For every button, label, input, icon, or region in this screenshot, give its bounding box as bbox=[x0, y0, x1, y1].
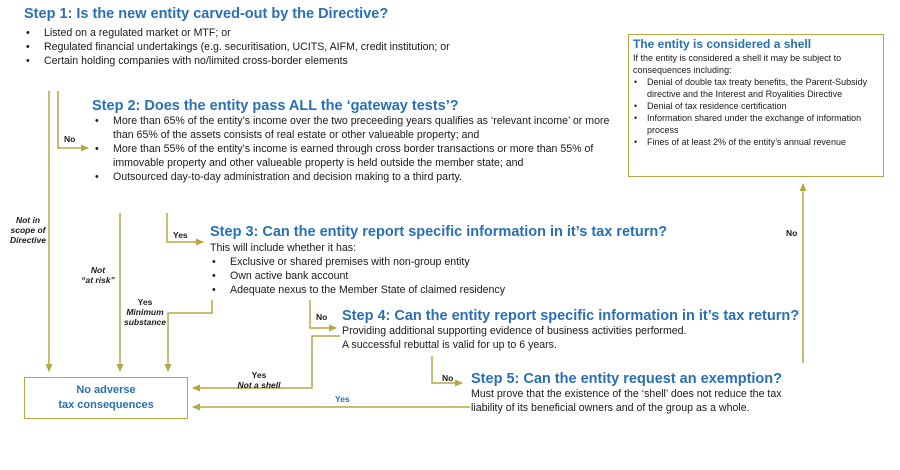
shell-consequences-box bbox=[628, 34, 884, 177]
step2-bullet: • Outsourced day-to-day administration and decision making to a third party. bbox=[93, 170, 613, 184]
label-step1-no: No bbox=[64, 134, 76, 144]
label-text: Yes bbox=[251, 370, 267, 380]
no-adverse-outcome-box bbox=[24, 377, 188, 419]
label-min-substance bbox=[122, 297, 168, 327]
step4-title: Step 4: Can the entity report specific information in it’s tax return? bbox=[342, 308, 800, 324]
step4-line: Providing additional supporting evidence of business activities performed. bbox=[342, 325, 687, 337]
step5-line: liability of its beneficial owners and of the group as a whole. bbox=[471, 402, 750, 414]
label-text: Not bbox=[90, 265, 106, 275]
label-text: scope of bbox=[10, 225, 46, 235]
label-text: substance bbox=[123, 317, 167, 327]
shell-bullets bbox=[633, 76, 879, 148]
outcome-line: tax consequences bbox=[58, 399, 154, 411]
label-text: Not a shell bbox=[237, 380, 281, 390]
step1-bullet: • Certain holding companies with no/limited cross-border elements bbox=[24, 54, 544, 68]
label-text: Directive bbox=[10, 235, 46, 245]
label-step2-yes: Yes bbox=[173, 230, 188, 240]
step1-bullet: • Regulated financial undertakings (e.g. securitisation, UCITS, AIFM, credit institution; or bbox=[24, 40, 544, 54]
label-not-at-risk bbox=[76, 265, 120, 285]
label-not-in-scope bbox=[8, 215, 48, 245]
step5-title: Step 5: Can the entity request an exemption? bbox=[471, 371, 782, 387]
step2-bullet: • More than 55% of the entity’s income is earned through cross border transactions or more than 55% of immovable property and other valueable property is held outside the member state; and bbox=[93, 142, 613, 170]
shell-bullet: • Fines of at least 2% of the entity’s annual revenue bbox=[633, 136, 879, 148]
label-not-shell bbox=[236, 370, 282, 390]
label-text: Yes bbox=[137, 297, 153, 307]
label-text: Not in bbox=[15, 215, 41, 225]
step3-bullet: • Adequate nexus to the Member State of claimed residency bbox=[210, 283, 570, 297]
step1-bullets bbox=[24, 26, 544, 68]
step2-bullets bbox=[93, 114, 613, 184]
outcome-line: No adverse bbox=[76, 384, 136, 396]
step3-intro: This will include whether it has: bbox=[210, 242, 357, 254]
step3-bullets bbox=[210, 255, 570, 297]
shell-title: The entity is considered a shell bbox=[633, 37, 812, 51]
step3-title: Step 3: Can the entity report specific information in it’s tax return? bbox=[210, 224, 668, 240]
label-text: Minimum bbox=[126, 307, 164, 317]
step3-bullet: • Own active bank account bbox=[210, 269, 570, 283]
label-text: “at risk” bbox=[81, 275, 115, 285]
shell-bullet: • Denial of double tax treaty benefits, the Parent-Subsidy directive and the Interest and Royalities Directive bbox=[633, 76, 879, 100]
shell-bullet: • Denial of tax residence certification bbox=[633, 100, 879, 112]
step4-line: A successful rebuttal is valid for up to 6 years. bbox=[342, 339, 557, 351]
label-step3-no: No bbox=[316, 312, 328, 322]
shell-intro: If the entity is considered a shell it may be subject to consequences including: bbox=[633, 53, 842, 75]
label-step4-no: No bbox=[442, 373, 454, 383]
step3-bullet: • Exclusive or shared premises with non-group entity bbox=[210, 255, 570, 269]
shell-bullet: • Information shared under the exchange of information process bbox=[633, 112, 879, 136]
label-step5-yes: Yes bbox=[335, 394, 350, 404]
step2-bullet: • More than 65% of the entity’s income over the two preceeding years qualifies as ‘relevant income’ or more than 65% of the assets consists of real estate or other valueable property; and bbox=[93, 114, 613, 142]
arrow-min-substance bbox=[168, 300, 212, 371]
step1-bullet: • Listed on a regulated market or MTF; or bbox=[24, 26, 544, 40]
step2-title: Step 2: Does the entity pass ALL the ‘gateway tests’? bbox=[92, 98, 459, 114]
step5-line: Must prove that the existence of the ‘shell’ does not reduce the tax bbox=[471, 388, 782, 400]
step1-title: Step 1: Is the new entity carved-out by the Directive? bbox=[24, 6, 389, 22]
label-step5-no: No bbox=[786, 228, 798, 238]
